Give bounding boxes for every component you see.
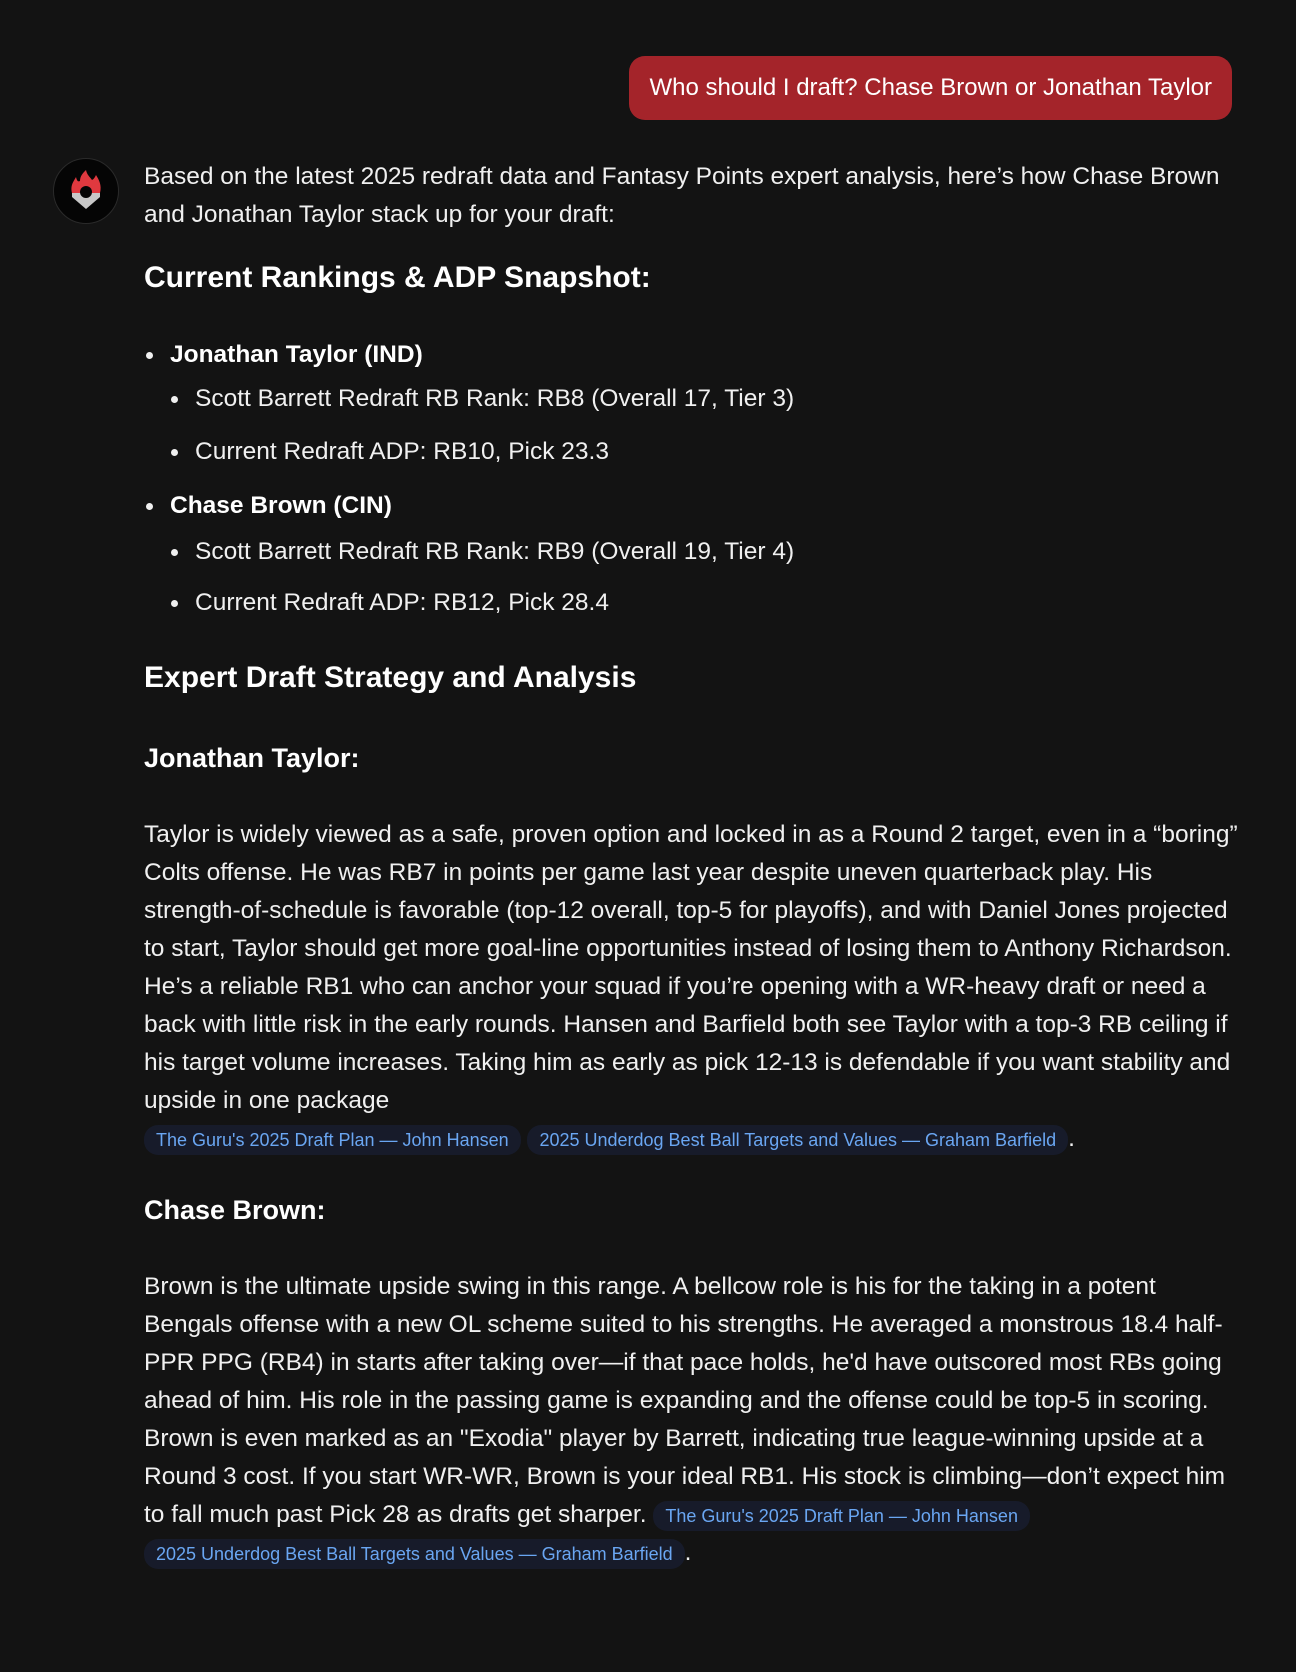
player-item-taylor (144, 336, 1240, 471)
citation-chip-barfield[interactable]: 2025 Underdog Best Ball Targets and Values — Graham Barfield (527, 1125, 1068, 1155)
taylor-analysis-text: Taylor is widely viewed as a safe, proven option and locked in as a Round 2 target, even in a “boring” Colts offense. He was RB7 in points per game last year despite uneven quarterback play. His strength-of-schedule is favorable (top-12 overall, top-5 for playoffs), and with Daniel Jones projected to start, Taylor should get more goal-line opportunities instead of losing them to Anthony Richardson. He’s a reliable RB1 who can anchor your squad if you’re opening with a WR-heavy draft or need a back with little risk in the early rounds. Hansen and Barfield both see Taylor with a top-3 RB ceiling if his target volume increases. Taking him as early as pick 12-13 is defendable if you want stability and upside in one package (144, 821, 1238, 1114)
player-name: Chase Brown (CIN) (170, 492, 392, 519)
intro-paragraph: Based on the latest 2025 redraft data and Fantasy Points expert analysis, here’s how Chase Brown and Jonathan Taylor stack up for your draft: (144, 163, 1220, 228)
assistant-avatar (53, 158, 119, 224)
flame-shield-logo-icon (66, 169, 106, 213)
player-detail: Current Redraft ADP: RB12, Pick 28.4 (170, 584, 1240, 622)
citation-chip-hansen[interactable]: The Guru's 2025 Draft Plan — John Hansen (653, 1501, 1030, 1531)
brown-analysis-text: Brown is the ultimate upside swing in this range. A bellcow role is his for the taking in a potent Bengals offense with a new OL scheme suited to his strengths. He averaged a monstrous 18.4 half-PPR PPG (RB4) in starts after taking over—if that pace holds, he'd have outscored most RBs going ahead of him. His role in the passing game is expanding and the offense could be top-5 in scoring. Brown is even marked as an "Exodia" player by Barrett, indicating true league-winning upside at a Round 3 cost. If you start WR-WR, Brown is your ideal RB1. His stock is climbing—don’t expect him to fall much past Pick 28 as drafts get sharper. (144, 1273, 1226, 1528)
player-detail: Scott Barrett Redraft RB Rank: RB9 (Overall 19, Tier 4) (170, 533, 1240, 571)
brown-heading: Chase Brown: (144, 1195, 326, 1225)
citation-chip-hansen[interactable]: The Guru's 2025 Draft Plan — John Hansen (144, 1125, 521, 1155)
player-detail: Scott Barrett Redraft RB Rank: RB8 (Overall 17, Tier 3) (170, 380, 1240, 418)
player-detail: Current Redraft ADP: RB10, Pick 23.3 (170, 433, 1240, 471)
player-name: Jonathan Taylor (IND) (170, 341, 423, 368)
trailing-period: . (1068, 1125, 1075, 1152)
analysis-heading: Expert Draft Strategy and Analysis (144, 661, 637, 694)
trailing-period: . (684, 1539, 692, 1566)
citation-chip-barfield[interactable]: 2025 Underdog Best Ball Targets and Values — Graham Barfield (144, 1539, 685, 1569)
user-message-row (629, 56, 1232, 120)
brown-analysis-paragraph (144, 1268, 1240, 1572)
rankings-heading: Current Rankings & ADP Snapshot: (144, 261, 651, 294)
user-message-bubble: Who should I draft? Chase Brown or Jonathan Taylor (629, 56, 1232, 120)
taylor-analysis-paragraph (144, 816, 1240, 1158)
taylor-heading: Jonathan Taylor: (144, 743, 360, 773)
player-item-brown (144, 487, 1240, 622)
player-rankings-list (144, 336, 1240, 622)
assistant-response (144, 158, 1240, 1572)
